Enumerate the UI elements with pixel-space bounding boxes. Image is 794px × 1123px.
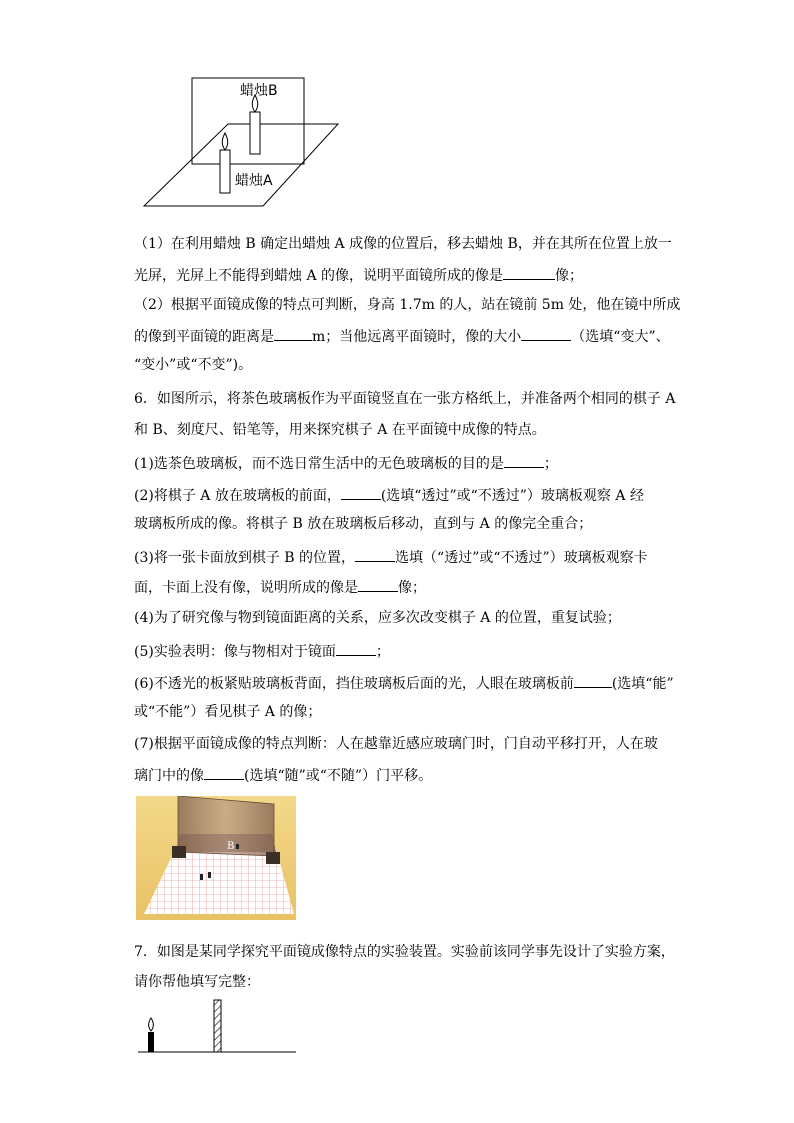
side-view-figure [138, 996, 298, 1056]
q6-step6-line2: 或“不能”）看见棋子 A 的像； [134, 704, 322, 720]
q6-intro-line2: 和 B、刻度尺、铅笔等，用来探究棋子 A 在平面镜中成像的特点。 [134, 422, 546, 438]
answer-blank[interactable] [503, 264, 555, 280]
q6-step3-line1: (3)将一张卡面放到棋子 B 的位置， 选填（“透过”或“不透过”）玻璃板观察卡 [134, 546, 794, 568]
q5-item1-line2: 光屏，光屏上不能得到蜡烛 A 的像，说明平面镜所成的像是 像； [134, 264, 794, 286]
table-plane [144, 124, 338, 206]
q6-step2-line1: (2)将棋子 A 放在玻璃板的前面， (选填“透过”或“不透过”）玻璃板观察 A 经 [134, 484, 794, 506]
q6-step5: (5)实验表明：像与物相对于镜面 ； [134, 640, 794, 662]
q6-step7-line1: (7)根据平面镜成像的特点判断：人在越靠近感应玻璃门时，门自动平移打开，人在玻 [134, 736, 658, 752]
candle-a [220, 150, 230, 193]
right-support [266, 852, 280, 864]
answer-blank[interactable] [521, 325, 571, 341]
answer-blank[interactable] [504, 452, 544, 468]
answer-blank[interactable] [355, 546, 395, 562]
q6-step3-line2: 面，卡面上没有像，说明所成的像是 像； [134, 576, 794, 598]
answer-blank[interactable] [274, 325, 312, 341]
glass-plate-photo [136, 796, 296, 920]
q6-step1: (1)选茶色玻璃板，而不选日常生活中的无色玻璃板的目的是 ； [134, 452, 794, 474]
side-mirror [214, 1000, 221, 1052]
left-support [172, 846, 186, 858]
side-flame-icon [149, 1018, 154, 1031]
answer-blank[interactable] [574, 672, 612, 688]
candle-b [250, 112, 260, 154]
q6-intro-line1: 6．如图所示，将茶色玻璃板作为平面镜竖直在一张方格纸上，并准备两个相同的棋子 A [134, 391, 676, 407]
answer-blank[interactable] [204, 764, 244, 780]
chess-piece-a [200, 874, 203, 880]
q5-item2-line1: （2）根据平面镜成像的特点可判断，身高 1.7m 的人，站在镜前 5m 处，他在镜中所成 [134, 297, 681, 313]
q7-intro-line2: 请你帮他填写完整： [134, 974, 260, 990]
label-candle-b: 蜡烛B [240, 83, 278, 99]
label-candle-a: 蜡烛A [235, 173, 273, 189]
q7-intro-line1: 7．如图是某同学探究平面镜成像特点的实验装置。实验前该同学事先设计了实验方案， [134, 944, 675, 960]
side-candle [148, 1032, 154, 1052]
chess-piece-a2 [208, 872, 211, 878]
chess-piece-b [236, 844, 239, 849]
q5-item1-line1: （1）在利用蜡烛 B 确定出蜡烛 A 成像的位置后，移去蜡烛 B，并在其所在位置上放一 [134, 236, 672, 252]
answer-blank[interactable] [341, 484, 381, 500]
answer-blank[interactable] [336, 640, 376, 656]
photo-label-b: B [227, 841, 235, 852]
q6-step6-line1: (6)不透光的板紧贴玻璃板背面，挡住玻璃板后面的光，人眼在玻璃板前 (选填“能” [134, 672, 794, 694]
tea-glass-plate [178, 796, 274, 856]
q6-step2-line2: 玻璃板所成的像。将棋子 B 放在玻璃板后移动，直到与 A 的像完全重合； [134, 516, 593, 532]
q6-step4: (4)为了研究像与物到镜面距离的关系，应多次改变棋子 A 的位置，重复试验； [134, 610, 621, 626]
q5-item2-line2: 的像到平面镜的距离是 m；当他远离平面镜时，像的大小 （选填“变大”、 [134, 325, 794, 347]
q6-step7-line2: 璃门中的像 (选填“随”或“不随”）门平移。 [134, 764, 794, 786]
answer-blank[interactable] [358, 576, 398, 592]
flame-a-icon [222, 133, 227, 150]
q5-item2-line3: “变小”或“不变”)。 [134, 357, 253, 373]
